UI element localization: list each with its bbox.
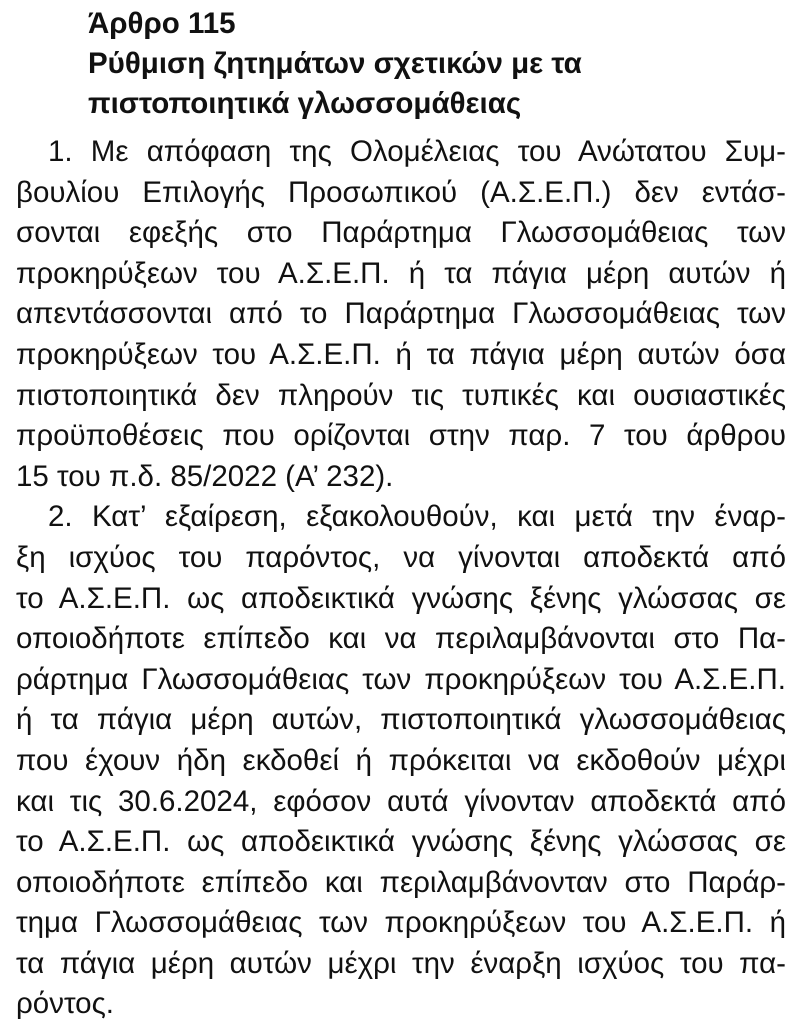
article-heading xyxy=(88,4,768,124)
paragraph-2-line: οποιοδήποτε επίπεδο και να περιλαμβάνονται στο Πα- xyxy=(16,622,786,656)
paragraph-2-line: 2. Κατ’ εξαίρεση, εξακολουθούν, και μετά την έναρ- xyxy=(48,500,786,534)
article-number: Άρθρο 115 xyxy=(88,7,236,40)
paragraph-2-line: και τις 30.6.2024, εφόσον αυτά γίνονταν αποδεκτά από xyxy=(16,784,786,818)
paragraph-1-line: απεντάσσονται από το Παράρτημα Γλωσσομάθειας των xyxy=(16,297,786,331)
paragraph-1-line: προκηρύξεων του Α.Σ.Ε.Π. ή τα πάγια μέρη αυτών ή xyxy=(16,256,786,290)
paragraph-1-line: πιστοποιητικά δεν πληρούν τις τυπικές και ουσιαστικές xyxy=(16,378,786,412)
paragraph-2-line: το Α.Σ.Ε.Π. ως αποδεικτικά γνώσης ξένης γλώσσας σε xyxy=(16,825,786,859)
paragraph-2-line: ξη ισχύος του παρόντος, να γίνονται αποδεκτά από xyxy=(16,540,786,574)
paragraph-1-line: 1. Με απόφαση της Ολομέλειας του Ανώτατου Συμ- xyxy=(48,135,786,168)
paragraph-1-line: βουλίου Επιλογής Προσωπικού (Α.Σ.Ε.Π.) δεν εντάσ- xyxy=(16,175,786,209)
paragraph-2-line: το Α.Σ.Ε.Π. ως αποδεικτικά γνώσης ξένης γλώσσας σε xyxy=(16,581,786,615)
article-body xyxy=(16,132,786,1025)
paragraph-1-line: προϋποθέσεις που ορίζονται στην παρ. 7 του άρθρου xyxy=(16,419,786,453)
paragraph-2-line: οποιοδήποτε επίπεδο και περιλαμβάνονταν στο Παράρ- xyxy=(16,865,786,899)
paragraph-2 xyxy=(16,497,786,1025)
paragraph-1-line: προκηρύξεων του Α.Σ.Ε.Π. ή τα πάγια μέρη αυτών όσα xyxy=(16,337,786,371)
paragraph-1-line: 15 του π.δ. 85/2022 (Α’ 232). xyxy=(16,459,394,493)
paragraph-2-line: ράρτημα Γλωσσομάθειας των προκηρύξεων του Α.Σ.Ε.Π. xyxy=(16,662,786,696)
paragraph-2-line: που έχουν ήδη εκδοθεί ή πρόκειται να εκδοθούν μέχρι xyxy=(16,743,786,777)
article-title-line-2: πιστοποιητικά γλωσσομάθειας xyxy=(88,87,522,120)
paragraph-1 xyxy=(16,132,786,497)
paragraph-2-line: τα πάγια μέρη αυτών μέχρι την έναρξη ισχύος του πα- xyxy=(16,946,786,980)
paragraph-2-line: ή τα πάγια μέρη αυτών, πιστοποιητικά γλωσσομάθειας xyxy=(16,703,786,737)
paragraph-1-line: σονται εφεξής στο Παράρτημα Γλωσσομάθειας των xyxy=(16,216,786,250)
article-title-line-1: Ρύθμιση ζητημάτων σχετικών με τα xyxy=(88,47,582,80)
paragraph-2-line: ρόντος. xyxy=(16,987,114,1021)
paragraph-2-line: τημα Γλωσσομάθειας των προκηρύξεων του Α.Σ.Ε.Π. ή xyxy=(16,906,786,940)
